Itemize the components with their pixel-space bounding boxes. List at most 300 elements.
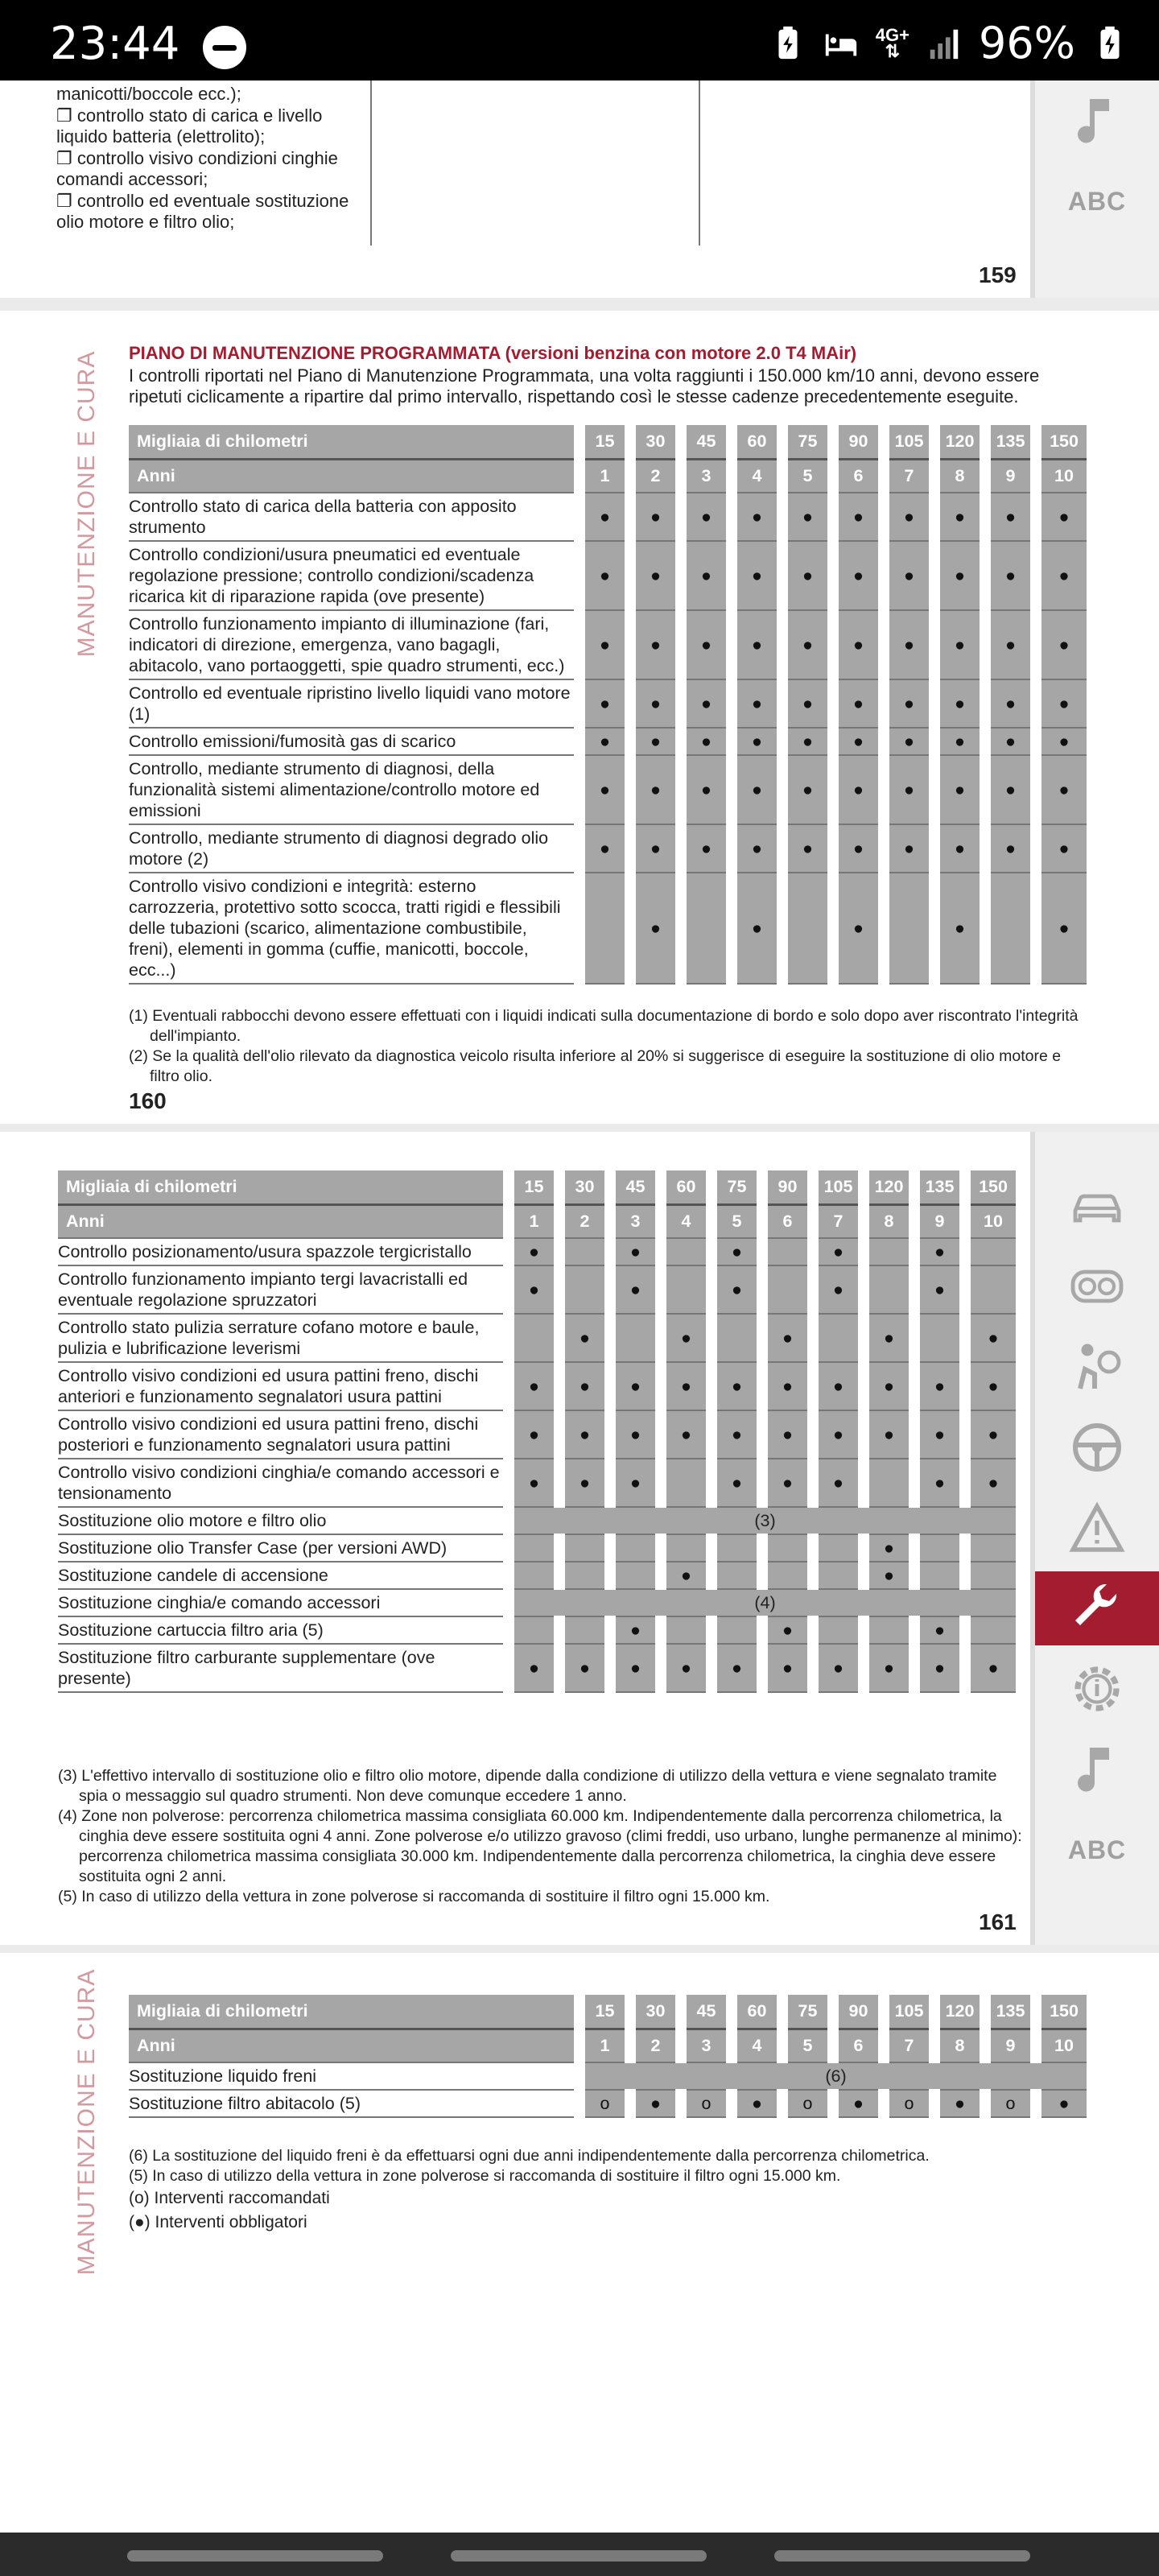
mandatory-mark: ●: [732, 679, 782, 728]
mandatory-mark: ●: [833, 873, 884, 984]
empty-cell: [681, 873, 732, 984]
mandatory-mark: ●: [965, 1362, 1016, 1410]
mandatory-mark: ●: [864, 1534, 914, 1562]
empty-cell: [813, 1562, 864, 1589]
table-row: [129, 541, 1087, 610]
clock: 23:44: [50, 18, 180, 70]
mandatory-mark: ●: [813, 1362, 864, 1410]
header-cell: 5: [782, 2029, 833, 2062]
empty-cell: [762, 1238, 813, 1265]
empty-cell: [864, 1238, 914, 1265]
nav-maintenance[interactable]: [1035, 1571, 1159, 1645]
header-cell: 45: [610, 1170, 661, 1204]
nav-pill[interactable]: [127, 2550, 383, 2562]
header-cell: 1: [580, 2029, 630, 2062]
page-number: 160: [129, 1088, 167, 1113]
row-label: Controllo ed eventuale ripristino livello liquidi vano motore (1): [129, 679, 580, 728]
mandatory-mark: ●: [985, 755, 1036, 824]
wrench-icon: [1068, 1579, 1126, 1637]
mandatory-mark: ●: [711, 1644, 762, 1692]
table-row: [58, 1265, 1016, 1314]
empty-cell: [711, 1616, 762, 1644]
mandatory-mark: ●: [509, 1362, 559, 1410]
header-cell: 8: [864, 1204, 914, 1238]
mandatory-mark: ●: [580, 824, 630, 873]
header-cell: 45: [681, 1995, 732, 2029]
header-cell: 75: [711, 1170, 762, 1204]
header-cell: 120: [934, 425, 985, 459]
header-cell: 120: [864, 1170, 914, 1204]
empty-cell: [965, 1616, 1016, 1644]
nav-emergency[interactable]: [1035, 1491, 1159, 1565]
row-label: Sostituzione cartuccia filtro aria (5): [58, 1616, 509, 1644]
empty-cell: [813, 1314, 864, 1362]
header-cell: 6: [762, 1204, 813, 1238]
header-cell: 105: [884, 1995, 934, 2029]
mandatory-mark: ●: [580, 610, 630, 679]
mandatory-mark: ●: [1036, 873, 1087, 984]
table-row: [129, 824, 1087, 873]
mandatory-mark: ●: [711, 1410, 762, 1459]
table-row: [58, 1238, 1016, 1265]
nav-safety[interactable]: [1035, 1330, 1159, 1404]
header-cell: 10: [1036, 2029, 1087, 2062]
mandatory-mark: ●: [884, 728, 934, 755]
empty-cell: [661, 1265, 711, 1314]
mandatory-mark: ●: [985, 541, 1036, 610]
empty-cell: [864, 1265, 914, 1314]
mandatory-mark: ●: [610, 1644, 661, 1692]
header-cell: 2: [630, 2029, 681, 2062]
mandatory-mark: ●: [732, 824, 782, 873]
header-label: Anni: [129, 459, 580, 493]
header-cell: 105: [884, 425, 934, 459]
mandatory-mark: ●: [681, 541, 732, 610]
mandatory-mark: ●: [965, 1314, 1016, 1362]
mandatory-mark: ●: [934, 824, 985, 873]
header-cell: 9: [985, 2029, 1036, 2062]
mandatory-mark: ●: [914, 1362, 965, 1410]
empty-cell: [762, 1265, 813, 1314]
row-label: Controllo, mediante strumento di diagnosi, della funzionalità sistemi alimentazione/controllo motore ed emissioni: [129, 755, 580, 824]
mandatory-mark: ●: [864, 1644, 914, 1692]
table-row: [129, 873, 1087, 984]
mandatory-mark: ●: [732, 728, 782, 755]
mandatory-mark: ●: [681, 610, 732, 679]
mandatory-mark: ●: [762, 1459, 813, 1507]
mandatory-mark: ●: [711, 1238, 762, 1265]
table-row: [58, 1562, 1016, 1589]
mandatory-mark: ●: [833, 2090, 884, 2117]
warning-icon: [1068, 1499, 1126, 1557]
table-row: [58, 1507, 1016, 1534]
empty-cell: [559, 1534, 610, 1562]
nav-vehicle[interactable]: [1035, 1169, 1159, 1243]
mandatory-mark: ●: [681, 679, 732, 728]
mandatory-mark: ●: [934, 610, 985, 679]
mandatory-mark: ●: [934, 679, 985, 728]
mandatory-mark: ●: [711, 1265, 762, 1314]
table-row: [58, 1459, 1016, 1507]
empty-cell: [762, 1534, 813, 1562]
recommended-mark: o: [580, 2090, 630, 2117]
row-label: Controllo emissioni/fumosità gas di scarico: [129, 728, 580, 755]
header-cell: 15: [580, 425, 630, 459]
header-cell: 5: [782, 459, 833, 493]
mandatory-mark: ●: [681, 728, 732, 755]
mandatory-mark: ●: [985, 824, 1036, 873]
footnotes: (3) L'effettivo intervallo di sostituzione olio e filtro olio motore, dipende dalla condizione di utilizzo della vettura e viene segnalato tramite spia o messaggio sul quadro strumenti. Non deve comunque eccedere 1 anno. (4) Zone non polverose: percorrenza chilometrica massima consigliata 60.000 km. Indipendentemente dalla percorrenza chilometrica, la cinghia deve essere sostituita ogni 4 anni. Zone polverose e/o utilizzo gravoso (climi freddi, uso urbano, lunghe permanenze al minimo): percorrenza chilometrica massima consigliata 30.000 km. Indipendentemente dalla percorrenza chilometrica, la cinghia deve essere sostituita ogni 2 anni. (5) In caso di utilizzo della vettura in zone polverose si raccomanda di sostituire il filtro ogni 15.000 km.: [58, 1767, 1022, 1905]
mandatory-mark: ●: [934, 728, 985, 755]
mandatory-mark: ●: [1036, 541, 1087, 610]
empty-cell: [509, 1562, 559, 1589]
mandatory-mark: ●: [509, 1265, 559, 1314]
mandatory-mark: ●: [914, 1644, 965, 1692]
mandatory-mark: ●: [762, 1410, 813, 1459]
mandatory-mark: ●: [661, 1410, 711, 1459]
do-not-disturb-icon: [203, 26, 246, 69]
header-label: Migliaia di chilometri: [129, 425, 580, 459]
mandatory-mark: ●: [610, 1362, 661, 1410]
table-header-km: [58, 1170, 1016, 1204]
nav-abc[interactable]: ABC: [1067, 1835, 1127, 1864]
empty-cell: [661, 1616, 711, 1644]
mandatory-mark: ●: [914, 1410, 965, 1459]
status-icons: [769, 18, 1128, 68]
mandatory-mark: ●: [681, 755, 732, 824]
mandatory-mark: ●: [732, 541, 782, 610]
mandatory-mark: ●: [559, 1644, 610, 1692]
mandatory-mark: ●: [630, 755, 681, 824]
mandatory-mark: ●: [661, 1562, 711, 1589]
mandatory-mark: ●: [509, 1410, 559, 1459]
mandatory-mark: ●: [884, 824, 934, 873]
empty-cell: [965, 1534, 1016, 1562]
nav-dashboard[interactable]: [1035, 1249, 1159, 1323]
header-label: Anni: [58, 1204, 509, 1238]
maintenance-table: [129, 1995, 1087, 2118]
maintenance-table: [58, 1170, 1016, 1693]
empty-cell: [762, 1562, 813, 1589]
mandatory-mark: ●: [813, 1644, 864, 1692]
mandatory-mark: ●: [782, 728, 833, 755]
empty-cell: [711, 1562, 762, 1589]
mandatory-mark: ●: [934, 2090, 985, 2117]
mandatory-mark: ●: [864, 1314, 914, 1362]
header-cell: 30: [630, 1995, 681, 2029]
empty-cell: [610, 1534, 661, 1562]
battery-percent: 96%: [978, 18, 1075, 68]
mandatory-mark: ●: [630, 2090, 681, 2117]
recommended-mark: o: [782, 2090, 833, 2117]
mandatory-mark: ●: [782, 679, 833, 728]
mandatory-mark: ●: [833, 728, 884, 755]
mandatory-mark: ●: [610, 1616, 661, 1644]
row-label: Controllo stato pulizia serrature cofano motore e baule, pulizia e lubrificazione leverismi: [58, 1314, 509, 1362]
intro-text: I controlli riportati nel Piano di Manutenzione Programmata, una volta raggiunti i 150.000 km/10 anni, devono essere ripetuti ciclicamente a ripartire dal primo intervallo, rispettando così le stesse cadenze precedentemente eseguite.: [129, 365, 1040, 407]
mandatory-mark: ●: [864, 1410, 914, 1459]
span-note-cell: (6): [580, 2062, 1087, 2090]
header-cell: 15: [580, 1995, 630, 2029]
row-label: Sostituzione filtro carburante supplementare (ove presente): [58, 1644, 509, 1692]
mandatory-mark: ●: [985, 679, 1036, 728]
mandatory-mark: ●: [711, 1362, 762, 1410]
page-162: [0, 1953, 1159, 2533]
mandatory-mark: ●: [782, 824, 833, 873]
mandatory-mark: ●: [782, 755, 833, 824]
mandatory-mark: ●: [1036, 2090, 1087, 2117]
dashboard-icon: [1068, 1257, 1126, 1315]
page-number: 161: [979, 1909, 1017, 1934]
header-cell: 7: [884, 459, 934, 493]
header-cell: 8: [934, 2029, 985, 2062]
header-cell: 90: [762, 1170, 813, 1204]
mandatory-mark: ●: [1036, 679, 1087, 728]
mandatory-mark: ●: [934, 755, 985, 824]
signal-icon: [926, 25, 963, 62]
mandatory-mark: ●: [610, 1265, 661, 1314]
empty-cell: [985, 873, 1036, 984]
header-cell: 75: [782, 1995, 833, 2029]
mandatory-mark: ●: [833, 541, 884, 610]
header-cell: 5: [711, 1204, 762, 1238]
row-label: Sostituzione olio Transfer Case (per versioni AWD): [58, 1534, 509, 1562]
empty-cell: [813, 1534, 864, 1562]
empty-cell: [711, 1534, 762, 1562]
recommended-mark: o: [681, 2090, 732, 2117]
mandatory-mark: ●: [509, 1644, 559, 1692]
empty-cell: [610, 1562, 661, 1589]
mandatory-mark: ●: [965, 1644, 1016, 1692]
empty-cell: [661, 1459, 711, 1507]
mandatory-mark: ●: [833, 824, 884, 873]
row-label: Controllo condizioni/usura pneumatici ed eventuale regolazione pressione; controllo condizioni/scadenza ricarica kit di riparazione rapida (ove presente): [129, 541, 580, 610]
span-note-cell: (3): [509, 1507, 1016, 1534]
nav-pill[interactable]: [451, 2550, 707, 2562]
empty-cell: [884, 873, 934, 984]
page-160: [0, 311, 1159, 1124]
empty-cell: [559, 1238, 610, 1265]
footnotes: (6) La sostituzione del liquido freni è da effettuarsi ogni due anni indipendentemente dalla percorrenza chilometrica. (5) In caso di utilizzo della vettura in zone polverose si raccomanda di sostituire il filtro ogni 15.000 km. (o) Interventi raccomandati (●) Interventi obbligatori: [129, 2147, 930, 2231]
mandatory-mark: ●: [630, 493, 681, 541]
mandatory-mark: ●: [509, 1238, 559, 1265]
battery-saver-icon: [769, 25, 806, 62]
row-label: Controllo visivo condizioni cinghia/e comando accessori e tensionamento: [58, 1459, 509, 1507]
empty-cell: [965, 1562, 1016, 1589]
mandatory-mark: ●: [580, 541, 630, 610]
empty-cell: [509, 1616, 559, 1644]
header-cell: 135: [914, 1170, 965, 1204]
nav-technical-data[interactable]: [1035, 1652, 1159, 1726]
header-cell: 6: [833, 459, 884, 493]
mandatory-mark: ●: [884, 493, 934, 541]
table-row: [58, 1644, 1016, 1692]
mandatory-mark: ●: [559, 1362, 610, 1410]
header-cell: 4: [732, 459, 782, 493]
nav-multimedia[interactable]: [1035, 1732, 1159, 1806]
page-159-text: manicotti/boccole ecc.); ❐ controllo stato di carica e livello liquido batteria (elettrolito); ❐ controllo visivo condizioni cinghie comandi accessori; ❐ controllo ed eventuale sostituzione olio motore e filtro olio;: [56, 84, 349, 232]
header-cell: 150: [1036, 425, 1087, 459]
empty-cell: [661, 1238, 711, 1265]
mandatory-mark: ●: [630, 541, 681, 610]
mandatory-mark: ●: [864, 1362, 914, 1410]
table-header-km: [129, 1995, 1087, 2029]
mandatory-mark: ●: [884, 610, 934, 679]
empty-cell: [661, 1534, 711, 1562]
side-nav: [1030, 80, 1159, 298]
mandatory-mark: ●: [813, 1410, 864, 1459]
row-label: Controllo posizionamento/usura spazzole tergicristallo: [58, 1238, 509, 1265]
empty-cell: [559, 1616, 610, 1644]
header-cell: 60: [732, 1995, 782, 2029]
empty-cell: [782, 873, 833, 984]
table-row: [129, 610, 1087, 679]
airbag-icon: [1068, 1338, 1126, 1396]
empty-cell: [509, 1314, 559, 1362]
nav-driving[interactable]: [1035, 1410, 1159, 1484]
mandatory-mark: ●: [934, 873, 985, 984]
header-cell: 9: [985, 459, 1036, 493]
gear-info-icon: [1068, 1660, 1126, 1718]
section-title-vertical: MANUTENZIONE E CURA: [73, 1968, 100, 2276]
table-row: [129, 2090, 1087, 2117]
mandatory-mark: ●: [580, 755, 630, 824]
row-label: Sostituzione liquido freni: [129, 2062, 580, 2090]
row-label: Controllo visivo condizioni ed usura pattini freno, dischi anteriori e funzionamento segnalatori usura pattini: [58, 1362, 509, 1410]
battery-charging-icon: [1091, 25, 1128, 62]
footnotes: (1) Eventuali rabbocchi devono essere effettuati con i liquidi indicati sulla documentazione di bordo e solo dopo aver riscontrato l'integrità dell'impianto. (2) Se la qualità dell'olio rilevato da diagnostica veicolo risulta inferiore al 20% si suggerisce di eseguire la sostituzione di olio motore e filtro olio.: [129, 1007, 1079, 1085]
header-cell: 3: [681, 2029, 732, 2062]
empty-cell: [813, 1616, 864, 1644]
mandatory-mark: ●: [813, 1265, 864, 1314]
mandatory-mark: ●: [965, 1459, 1016, 1507]
header-cell: 6: [833, 2029, 884, 2062]
mandatory-mark: ●: [762, 1616, 813, 1644]
table-row: [129, 728, 1087, 755]
mandatory-mark: ●: [559, 1410, 610, 1459]
header-cell: 120: [934, 1995, 985, 2029]
mandatory-mark: ●: [661, 1362, 711, 1410]
music-icon: [1068, 1740, 1126, 1798]
mandatory-mark: ●: [580, 493, 630, 541]
mandatory-mark: ●: [630, 679, 681, 728]
nav-abc[interactable]: ABC: [1067, 186, 1127, 216]
header-cell: 2: [559, 1204, 610, 1238]
table-row: [58, 1410, 1016, 1459]
mandatory-mark: ●: [630, 610, 681, 679]
empty-cell: [711, 1314, 762, 1362]
header-cell: 7: [813, 1204, 864, 1238]
header-cell: 4: [732, 2029, 782, 2062]
empty-cell: [610, 1314, 661, 1362]
empty-cell: [509, 1534, 559, 1562]
section-title-vertical: MANUTENZIONE E CURA: [73, 350, 100, 658]
recommended-mark: o: [884, 2090, 934, 2117]
nav-music[interactable]: [1035, 84, 1159, 158]
mandatory-mark: ●: [610, 1459, 661, 1507]
empty-cell: [864, 1459, 914, 1507]
header-cell: 10: [965, 1204, 1016, 1238]
maintenance-table: [129, 425, 1087, 985]
table-row: [58, 1616, 1016, 1644]
mandatory-mark: ●: [732, 610, 782, 679]
table-header-km: [129, 425, 1087, 459]
recommended-mark: o: [985, 2090, 1036, 2117]
header-cell: 30: [559, 1170, 610, 1204]
mandatory-mark: ●: [833, 610, 884, 679]
header-cell: 135: [985, 425, 1036, 459]
header-cell: 60: [732, 425, 782, 459]
mandatory-mark: ●: [630, 728, 681, 755]
header-cell: 150: [965, 1170, 1016, 1204]
row-label: Controllo visivo condizioni ed usura pattini freno, dischi posteriori e funzionamento segnalatori usura pattini: [58, 1410, 509, 1459]
mandatory-mark: ●: [762, 1644, 813, 1692]
header-cell: 15: [509, 1170, 559, 1204]
mandatory-mark: ●: [782, 493, 833, 541]
mandatory-mark: ●: [762, 1362, 813, 1410]
mandatory-mark: ●: [661, 1314, 711, 1362]
page-159-table-fragment: [56, 80, 1022, 246]
empty-cell: [965, 1238, 1016, 1265]
mandatory-mark: ●: [1036, 493, 1087, 541]
network-indicator: 4G+ ⇅: [875, 24, 909, 61]
empty-cell: [559, 1265, 610, 1314]
header-cell: 3: [610, 1204, 661, 1238]
nav-pill[interactable]: [774, 2550, 1030, 2562]
row-label: Sostituzione candele di accensione: [58, 1562, 509, 1589]
empty-cell: [580, 873, 630, 984]
status-bar: [0, 0, 1159, 80]
header-cell: 1: [509, 1204, 559, 1238]
side-nav: [1030, 1132, 1159, 1945]
page-159: [0, 80, 1159, 298]
table-row: [129, 755, 1087, 824]
mandatory-mark: ●: [914, 1459, 965, 1507]
header-cell: 135: [985, 1995, 1036, 2029]
header-cell: 2: [630, 459, 681, 493]
table-row: [129, 493, 1087, 541]
mandatory-mark: ●: [580, 679, 630, 728]
row-label: Controllo, mediante strumento di diagnosi degrado olio motore (2): [129, 824, 580, 873]
header-cell: 8: [934, 459, 985, 493]
row-label: Controllo funzionamento impianto tergi lavacristalli ed eventuale regolazione spruzzatori: [58, 1265, 509, 1314]
mandatory-mark: ●: [914, 1265, 965, 1314]
mandatory-mark: ●: [681, 824, 732, 873]
mandatory-mark: ●: [762, 1314, 813, 1362]
navigation-bar: [0, 2533, 1159, 2576]
mandatory-mark: ●: [630, 824, 681, 873]
header-cell: 150: [1036, 1995, 1087, 2029]
row-label: Controllo funzionamento impianto di illuminazione (fari, indicatori di direzione, emergenza, vano bagagli, abitacolo, vano portaoggetti, spie quadro strumenti, ecc.): [129, 610, 580, 679]
mandatory-mark: ●: [833, 679, 884, 728]
mandatory-mark: ●: [782, 541, 833, 610]
table-row: [58, 1314, 1016, 1362]
mandatory-mark: ●: [813, 1238, 864, 1265]
mandatory-mark: ●: [884, 755, 934, 824]
header-cell: 90: [833, 425, 884, 459]
header-cell: 105: [813, 1170, 864, 1204]
mandatory-mark: ●: [934, 541, 985, 610]
mandatory-mark: ●: [914, 1616, 965, 1644]
row-label: Sostituzione filtro abitacolo (5): [129, 2090, 580, 2117]
header-label: Migliaia di chilometri: [129, 1995, 580, 2029]
mandatory-mark: ●: [732, 873, 782, 984]
header-cell: 7: [884, 2029, 934, 2062]
mandatory-mark: ●: [559, 1459, 610, 1507]
section-heading: PIANO DI MANUTENZIONE PROGRAMMATA (versioni benzina con motore 2.0 T4 MAir): [129, 343, 857, 363]
mandatory-mark: ●: [681, 493, 732, 541]
empty-cell: [965, 1265, 1016, 1314]
